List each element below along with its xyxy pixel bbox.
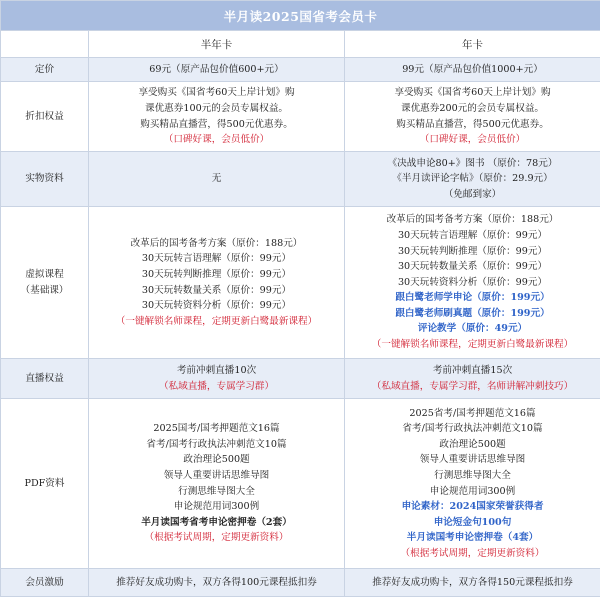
virtual-half-line: 30天玩转言语理解（原价：99元）: [141, 253, 292, 265]
pdf-half-note: （根据考试周期，定期更新资料）: [144, 532, 289, 544]
virtual-half-line: 30天玩转判断推理（原价：99元）: [141, 268, 292, 280]
title-row: [1, 1, 600, 31]
pdf-year-extra: 申论短金句100句: [433, 516, 512, 528]
discount-year-line: 课优惠券200元的会员专属权益。: [400, 102, 545, 114]
row-physical: [1, 152, 600, 207]
pdf-half-line: 申论规范用词300例: [173, 501, 260, 513]
discount-half: [89, 82, 345, 152]
pdf-year-note: （根据考试周期，定期更新资料）: [400, 547, 545, 559]
virtual-year-extra: 跟白鹭老师学申论（原价：199元）: [395, 292, 550, 304]
label-pdf: PDF资料: [1, 399, 89, 569]
row-incentive: [1, 569, 600, 597]
live-year-note: （私域直播，专属学习群，名师讲解冲刺技巧）: [371, 380, 574, 392]
discount-half-note: （口碑好课，会员低价）: [163, 134, 270, 146]
row-discount: [1, 82, 600, 152]
pdf-year-extra: 半月读国考申论密押卷（4套）: [406, 532, 539, 544]
physical-year-line: 《决战申论80+》图书 （原价：78元）: [387, 157, 558, 169]
discount-year-line: 购买精品直播营，得500元优惠券。: [396, 118, 549, 130]
header-year: 年卡: [345, 31, 600, 58]
header-half-year: 半年卡: [89, 31, 345, 58]
live-half-line: 考前冲刺直播10次: [176, 364, 257, 376]
pdf-half-line: 领导人重要讲话思维导图: [163, 469, 270, 481]
live-year-line: 考前冲刺直播15次: [432, 364, 513, 376]
virtual-half-line: 30天玩转数量关系（原价：99元）: [141, 284, 292, 296]
physical-half: 无: [89, 152, 345, 207]
label-price: 定价: [1, 58, 89, 82]
virtual-year-line: 30天玩转言语理解（原价：99元）: [397, 229, 548, 241]
pdf-year: [345, 399, 600, 569]
row-live: [1, 359, 600, 399]
header-row: [1, 31, 600, 58]
virtual-half: [89, 207, 345, 359]
discount-year: [345, 82, 600, 152]
virtual-year-line: 30天玩转资料分析（原价：99元）: [397, 276, 548, 288]
row-price: [1, 58, 600, 82]
pdf-year-line: 政治理论500题: [439, 438, 506, 450]
virtual-half-line: 改革后的国考备考方案（原价：188元）: [130, 237, 303, 249]
discount-half-line: 课优惠券100元的会员专属权益。: [144, 102, 289, 114]
virtual-year: [345, 207, 600, 359]
row-virtual: [1, 207, 600, 359]
label-incentive: 会员激励: [1, 569, 89, 597]
label-discount: 折扣权益: [1, 82, 89, 152]
discount-year-note: （口碑好课，会员低价）: [419, 134, 526, 146]
virtual-half-line: 30天玩转资料分析（原价：99元）: [141, 300, 292, 312]
live-year: [345, 359, 600, 399]
virtual-year-extra: 评论教学（原价：49元）: [417, 323, 528, 335]
virtual-year-line: 30天玩转判断推理（原价：99元）: [397, 245, 548, 257]
virtual-year-note: （一键解锁名师课程，定期更新白鹭最新课程）: [371, 339, 574, 351]
pdf-half-line: 省考/国考行政执法冲刺范文10篇: [146, 438, 287, 450]
pdf-half-line: 政治理论500题: [183, 454, 250, 466]
price-year: 99元（原产品包价值1000+元）: [345, 58, 600, 82]
header-empty: [1, 31, 89, 58]
pdf-year-extra: 申论素材：2024国家荣誉获得者: [401, 501, 544, 513]
pdf-half-line: 2025国考/国考押题范文16篇: [153, 423, 280, 435]
discount-year-line: 享受购买《国省考60天上岸计划》购: [394, 87, 551, 99]
label-live: 直播权益: [1, 359, 89, 399]
pdf-year-line: 2025省考/国考押题范文16篇: [409, 407, 536, 419]
pdf-year-line: 省考/国考行政执法冲刺范文10篇: [402, 423, 543, 435]
label-virtual: [1, 207, 89, 359]
row-pdf: [1, 399, 600, 569]
pdf-year-line: 领导人重要讲话思维导图: [419, 454, 526, 466]
virtual-year-line: 改革后的国考备考方案（原价：188元）: [386, 214, 559, 226]
incentive-year: 推荐好友成功购卡，双方各得150元课程抵扣券: [345, 569, 600, 597]
physical-year-line: 《半月读评论字帖》（原价：29.9元）: [392, 173, 553, 185]
live-half-note: （私域直播，专属学习群）: [158, 380, 275, 392]
discount-half-line: 购买精品直播营，得500元优惠券。: [140, 118, 293, 130]
pdf-year-line: 行测思维导图大全: [434, 469, 511, 481]
table-title: 半月读2025国省考会员卡: [1, 1, 600, 31]
pdf-half: [89, 399, 345, 569]
pdf-year-line: 申论规范用词300例: [429, 485, 516, 497]
price-half: 69元（原产品包价值600+元）: [89, 58, 345, 82]
pdf-half-line: 行测思维导图大全: [178, 485, 255, 497]
label-physical: 实物资料: [1, 152, 89, 207]
physical-year-line: （免邮到家）: [443, 188, 502, 200]
virtual-year-line: 30天玩转数量关系（原价：99元）: [397, 261, 548, 273]
pdf-half-highlight: 半月读国考省考申论密押卷（2套）: [141, 516, 292, 528]
physical-year: [345, 152, 600, 207]
virtual-year-extra: 跟白鹭老师刷真题（原价：199元）: [395, 307, 550, 319]
label-virtual-line: （基础课）: [20, 284, 69, 296]
incentive-half: 推荐好友成功购卡，双方各得100元课程抵扣券: [89, 569, 345, 597]
live-half: [89, 359, 345, 399]
virtual-half-note: （一键解锁名师课程，定期更新白鹭最新课程）: [115, 315, 318, 327]
label-virtual-line: 虚拟课程: [25, 268, 64, 280]
discount-half-line: 享受购买《国省考60天上岸计划》购: [138, 87, 295, 99]
